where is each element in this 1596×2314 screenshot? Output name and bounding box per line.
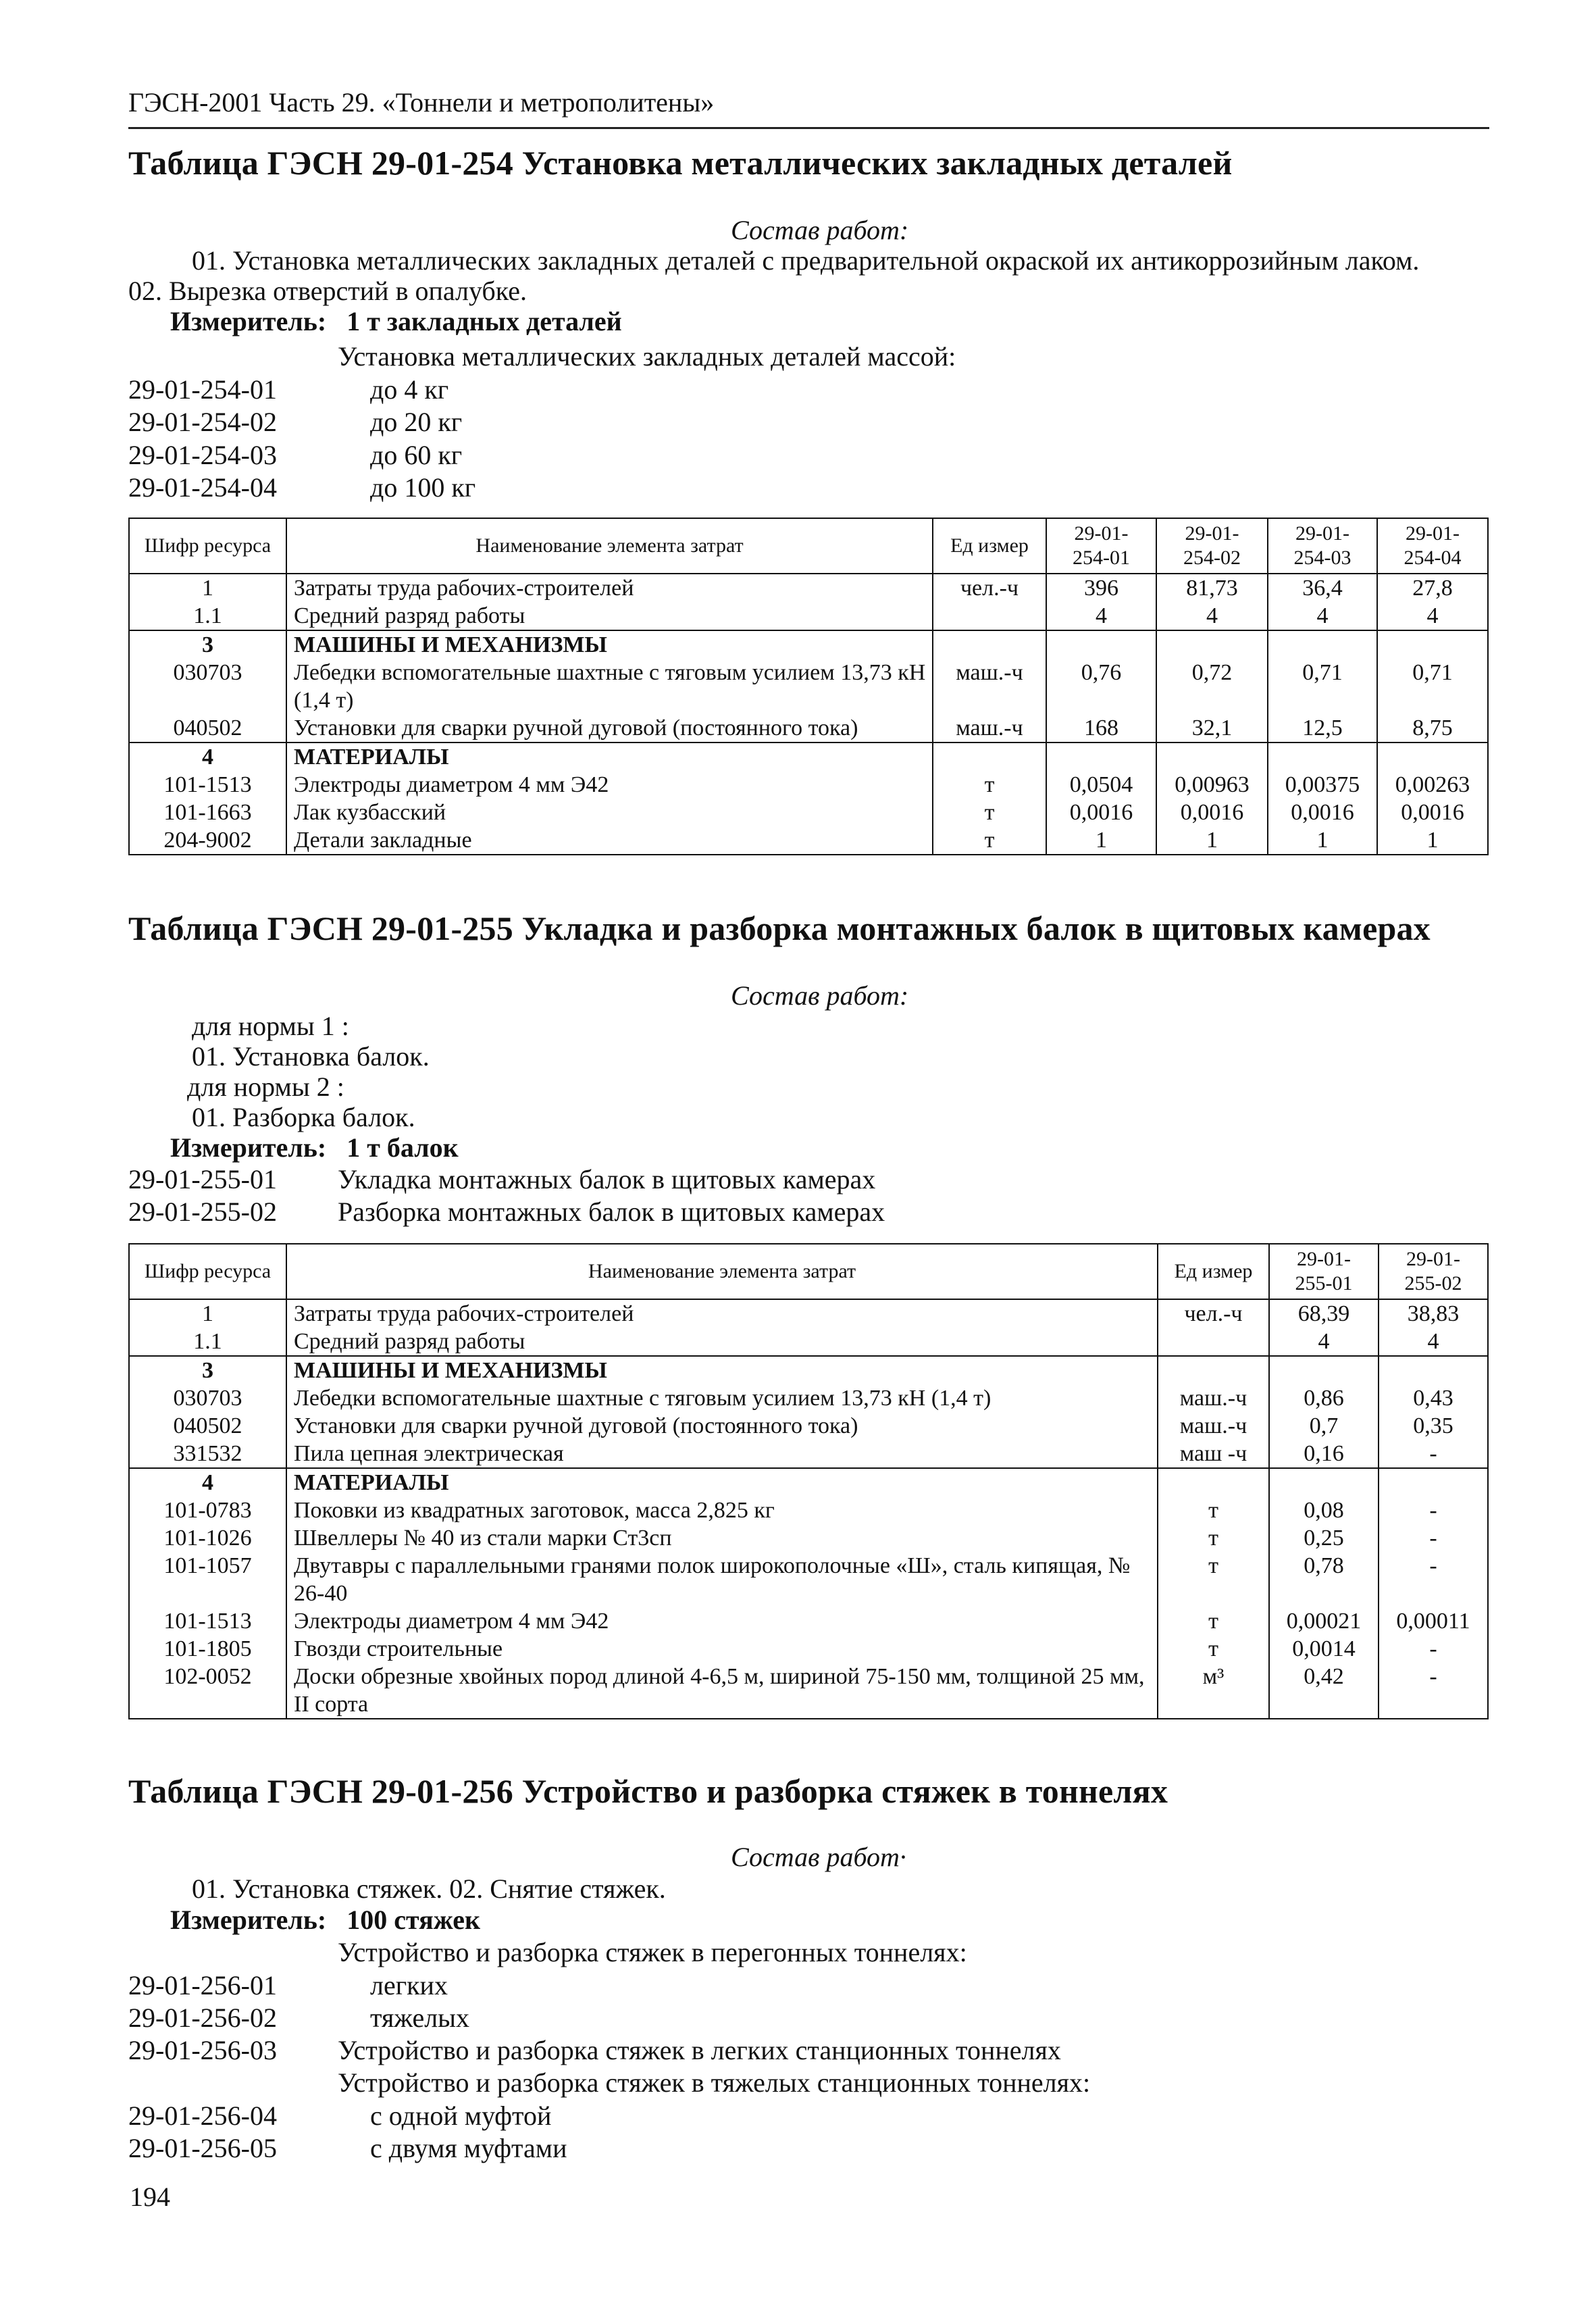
value-cell: 0,00021 bbox=[1269, 1607, 1379, 1635]
value-cell: 396 bbox=[1046, 574, 1156, 602]
resource-name-cell: Установки для сварки ручной дуговой (постоянного тока) bbox=[286, 1412, 1158, 1440]
meter-label: Измеритель: bbox=[170, 1132, 327, 1163]
resource-code-cell: 331532 bbox=[129, 1440, 286, 1468]
value-cell: 1 bbox=[1156, 826, 1268, 855]
value-cell: 0,72 bbox=[1156, 659, 1268, 714]
column-header: Наименование элемента затрат bbox=[286, 1244, 1158, 1299]
norm-code: 29-01-254-03 bbox=[128, 440, 277, 470]
value-cell: 8,75 bbox=[1377, 714, 1488, 743]
value-cell: 1 bbox=[1046, 826, 1156, 855]
resource-name-cell: Затраты труда рабочих-строителей bbox=[286, 1299, 1158, 1328]
value-cell: - bbox=[1379, 1440, 1488, 1468]
value-cell: 0,71 bbox=[1268, 659, 1377, 714]
table-256-work: 01. Установка стяжек. 02. Снятие стяжек. bbox=[192, 1873, 666, 1904]
column-header: Наименование элемента затрат bbox=[286, 518, 933, 574]
table-row bbox=[129, 1607, 1488, 1635]
unit-cell: маш.-ч bbox=[1158, 1384, 1269, 1412]
unit-cell: т bbox=[1158, 1552, 1269, 1607]
norm-code: 29-01-256-01 bbox=[128, 1970, 277, 2001]
running-header: ГЭСН-2001 Часть 29. «Тоннели и метрополитены» bbox=[128, 87, 715, 118]
unit-cell: маш.-ч bbox=[933, 714, 1046, 743]
table-255-norm1-work: 01. Установка балок. bbox=[192, 1041, 430, 1072]
norm-name: до 4 кг bbox=[370, 374, 449, 405]
norm-name: Укладка монтажных балок в щитовых камерах bbox=[338, 1164, 876, 1194]
value-cell bbox=[1377, 743, 1488, 771]
unit-cell: т bbox=[1158, 1635, 1269, 1663]
value-cell: 68,39 bbox=[1269, 1299, 1379, 1328]
value-cell: 4 bbox=[1156, 602, 1268, 630]
unit-cell bbox=[933, 602, 1046, 630]
resource-name-cell: МАТЕРИАЛЫ bbox=[286, 1468, 1158, 1496]
column-header: Ед измер bbox=[933, 518, 1046, 574]
table-255-title: Таблица ГЭСН 29-01-255 Укладка и разборка монтажных балок в щитовых камерах bbox=[128, 909, 1431, 947]
value-cell bbox=[1156, 743, 1268, 771]
header-rule bbox=[128, 127, 1489, 129]
norm-code: 29-01-254-02 bbox=[128, 407, 277, 437]
resource-name-cell: Средний разряд работы bbox=[286, 1328, 1158, 1356]
column-header: Ед измер bbox=[1158, 1244, 1269, 1299]
value-cell: 4 bbox=[1269, 1328, 1379, 1356]
resource-code-cell: 1.1 bbox=[129, 602, 286, 630]
value-cell: 36,4 bbox=[1268, 574, 1377, 602]
resource-name-cell: Лебедки вспомогательные шахтные с тяговым усилием 13,73 кН (1,4 т) bbox=[286, 1384, 1158, 1412]
unit-cell: т bbox=[933, 771, 1046, 799]
table-254-meter bbox=[170, 305, 622, 337]
norm-code: 29-01-255-02 bbox=[128, 1197, 277, 1227]
resource-name-cell: Детали закладные bbox=[286, 826, 933, 855]
table-row bbox=[129, 771, 1488, 799]
table-row bbox=[129, 659, 1488, 714]
value-cell: 4 bbox=[1377, 602, 1488, 630]
table-row bbox=[129, 1635, 1488, 1663]
resource-code-cell: 4 bbox=[129, 1468, 286, 1496]
resource-code-cell: 030703 bbox=[129, 659, 286, 714]
meter-label: Измеритель: bbox=[170, 306, 327, 336]
norm-code: 29-01-254-04 bbox=[128, 472, 277, 503]
unit-cell: маш.-ч bbox=[1158, 1412, 1269, 1440]
table-254 bbox=[128, 518, 1489, 855]
unit-cell: чел.-ч bbox=[1158, 1299, 1269, 1328]
value-cell: 0,78 bbox=[1269, 1552, 1379, 1607]
value-cell: 0,0016 bbox=[1046, 799, 1156, 826]
value-cell: 1 bbox=[1377, 826, 1488, 855]
value-cell bbox=[1379, 1468, 1488, 1496]
resource-code-cell: 101-1663 bbox=[129, 799, 286, 826]
resource-code-cell: 3 bbox=[129, 1356, 286, 1384]
table-255-norm2-work: 01. Разборка балок. bbox=[192, 1102, 415, 1132]
resource-code-cell: 030703 bbox=[129, 1384, 286, 1412]
value-cell bbox=[1156, 630, 1268, 659]
resource-name-cell: Электроды диаметром 4 мм Э42 bbox=[286, 771, 933, 799]
value-cell: 0,00263 bbox=[1377, 771, 1488, 799]
value-cell: 0,7 bbox=[1269, 1412, 1379, 1440]
table-256-meter bbox=[170, 1904, 480, 1936]
value-cell: 38,83 bbox=[1379, 1299, 1488, 1328]
value-cell bbox=[1269, 1468, 1379, 1496]
value-cell: 0,0016 bbox=[1377, 799, 1488, 826]
meter-label: Измеритель: bbox=[170, 1905, 327, 1935]
value-cell: 0,0014 bbox=[1269, 1635, 1379, 1663]
norm-name: Разборка монтажных балок в щитовых камерах bbox=[338, 1197, 885, 1227]
table-row bbox=[129, 630, 1488, 659]
unit-cell bbox=[1158, 1356, 1269, 1384]
table-256-sostav: Состав работ· bbox=[731, 1842, 906, 1872]
unit-cell: маш -ч bbox=[1158, 1440, 1269, 1468]
meter-value: 1 т балок bbox=[346, 1132, 459, 1163]
value-cell bbox=[1268, 630, 1377, 659]
value-cell: 0,42 bbox=[1269, 1663, 1379, 1719]
table-row bbox=[129, 1412, 1488, 1440]
value-cell: 4 bbox=[1046, 602, 1156, 630]
resource-code-cell: 101-1805 bbox=[129, 1635, 286, 1663]
resource-code-cell: 3 bbox=[129, 630, 286, 659]
unit-cell: т bbox=[933, 826, 1046, 855]
resource-code-cell: 101-1513 bbox=[129, 771, 286, 799]
resource-code-cell: 1.1 bbox=[129, 1328, 286, 1356]
norm-name: до 100 кг bbox=[370, 472, 476, 503]
table-row bbox=[129, 1328, 1488, 1356]
unit-cell: т bbox=[1158, 1496, 1269, 1524]
table-row bbox=[129, 1299, 1488, 1328]
table-row bbox=[129, 1468, 1488, 1496]
resource-name-cell: Доски обрезные хвойных пород длиной 4-6,5 м, шириной 75-150 мм, толщиной 25 мм, II сорта bbox=[286, 1663, 1158, 1719]
unit-cell bbox=[933, 630, 1046, 659]
table-255-norm2-label: для нормы 2 : bbox=[187, 1072, 344, 1102]
value-cell: 0,0016 bbox=[1156, 799, 1268, 826]
unit-cell bbox=[1158, 1468, 1269, 1496]
resource-name-cell: Затраты труда рабочих-строителей bbox=[286, 574, 933, 602]
table-row bbox=[129, 1440, 1488, 1468]
resource-code-cell: 040502 bbox=[129, 1412, 286, 1440]
value-cell bbox=[1268, 743, 1377, 771]
column-header: Шифр ресурса bbox=[129, 518, 286, 574]
value-cell: 0,08 bbox=[1269, 1496, 1379, 1524]
table-256-caption-1: Устройство и разборка стяжек в перегонных тоннелях: bbox=[338, 1937, 967, 1967]
value-cell: 0,35 bbox=[1379, 1412, 1488, 1440]
value-cell: 0,00963 bbox=[1156, 771, 1268, 799]
resource-code-cell: 102-0052 bbox=[129, 1663, 286, 1719]
table-row bbox=[129, 1384, 1488, 1412]
table-row bbox=[129, 1496, 1488, 1524]
value-cell bbox=[1046, 743, 1156, 771]
resource-name-cell: Электроды диаметром 4 мм Э42 bbox=[286, 1607, 1158, 1635]
table-255-norm1-label: для нормы 1 : bbox=[192, 1011, 349, 1041]
resource-name-cell: Гвозди строительные bbox=[286, 1635, 1158, 1663]
value-cell: - bbox=[1379, 1663, 1488, 1719]
table-row bbox=[129, 714, 1488, 743]
resource-name-cell: МАТЕРИАЛЫ bbox=[286, 743, 933, 771]
norm-code: 29-01-256-03 bbox=[128, 2035, 277, 2065]
unit-cell: маш.-ч bbox=[933, 659, 1046, 714]
value-cell bbox=[1269, 1356, 1379, 1384]
value-cell: 4 bbox=[1379, 1328, 1488, 1356]
meter-value: 100 стяжек bbox=[346, 1905, 481, 1935]
norm-code: 29-01-255-01 bbox=[128, 1164, 277, 1194]
resource-name-cell: Пила цепная электрическая bbox=[286, 1440, 1158, 1468]
resource-name-cell: МАШИНЫ И МЕХАНИЗМЫ bbox=[286, 1356, 1158, 1384]
column-header: 29-01- 255-02 bbox=[1379, 1244, 1488, 1299]
resource-name-cell: Двутавры с параллельными гранями полок широкополочные «Ш», сталь кипящая, № 26-40 bbox=[286, 1552, 1158, 1607]
resource-name-cell: Средний разряд работы bbox=[286, 602, 933, 630]
table-row bbox=[129, 1524, 1488, 1552]
value-cell: 0,0016 bbox=[1268, 799, 1377, 826]
value-cell: 12,5 bbox=[1268, 714, 1377, 743]
value-cell: 0,0504 bbox=[1046, 771, 1156, 799]
unit-cell: м³ bbox=[1158, 1663, 1269, 1719]
unit-cell: т bbox=[933, 799, 1046, 826]
table-header-row bbox=[129, 518, 1488, 574]
norm-name: Устройство и разборка стяжек в легких станционных тоннелях bbox=[338, 2035, 1061, 2065]
resource-code-cell: 040502 bbox=[129, 714, 286, 743]
norm-code: 29-01-256-02 bbox=[128, 2003, 277, 2033]
resource-code-cell: 101-1513 bbox=[129, 1607, 286, 1635]
unit-cell: т bbox=[1158, 1524, 1269, 1552]
value-cell bbox=[1379, 1356, 1488, 1384]
value-cell bbox=[1377, 630, 1488, 659]
unit-cell: т bbox=[1158, 1607, 1269, 1635]
norm-code: 29-01-256-05 bbox=[128, 2133, 277, 2163]
column-header: 29-01- 254-02 bbox=[1156, 518, 1268, 574]
resource-code-cell: 4 bbox=[129, 743, 286, 771]
resource-name-cell: МАШИНЫ И МЕХАНИЗМЫ bbox=[286, 630, 933, 659]
resource-name-cell: Лебедки вспомогательные шахтные с тяговым усилием 13,73 кН (1,4 т) bbox=[286, 659, 933, 714]
value-cell: 0,43 bbox=[1379, 1384, 1488, 1412]
norm-name: с одной муфтой bbox=[370, 2101, 552, 2131]
table-header-row bbox=[129, 1244, 1488, 1299]
resource-name-cell: Швеллеры № 40 из стали марки Ст3сп bbox=[286, 1524, 1158, 1552]
value-cell: 0,16 bbox=[1269, 1440, 1379, 1468]
value-cell: 0,76 bbox=[1046, 659, 1156, 714]
table-row bbox=[129, 1356, 1488, 1384]
table-row bbox=[129, 602, 1488, 630]
norm-code: 29-01-256-04 bbox=[128, 2101, 277, 2131]
column-header: 29-01- 254-01 bbox=[1046, 518, 1156, 574]
norm-name: до 60 кг bbox=[370, 440, 463, 470]
table-256-title: Таблица ГЭСН 29-01-256 Устройство и разборка стяжек в тоннелях bbox=[128, 1772, 1168, 1810]
value-cell: - bbox=[1379, 1496, 1488, 1524]
value-cell bbox=[1046, 630, 1156, 659]
value-cell: 0,86 bbox=[1269, 1384, 1379, 1412]
value-cell: - bbox=[1379, 1524, 1488, 1552]
table-255-sostav: Состав работ: bbox=[731, 980, 909, 1011]
unit-cell bbox=[1158, 1328, 1269, 1356]
resource-code-cell: 101-1026 bbox=[129, 1524, 286, 1552]
value-cell: 4 bbox=[1268, 602, 1377, 630]
unit-cell: чел.-ч bbox=[933, 574, 1046, 602]
column-header: 29-01- 255-01 bbox=[1269, 1244, 1379, 1299]
table-row bbox=[129, 799, 1488, 826]
unit-cell bbox=[933, 743, 1046, 771]
resource-code-cell: 1 bbox=[129, 1299, 286, 1328]
table-254-group-caption: Установка металлических закладных деталей массой: bbox=[338, 341, 956, 372]
value-cell: 27,8 bbox=[1377, 574, 1488, 602]
resource-code-cell: 1 bbox=[129, 574, 286, 602]
table-256-caption-2: Устройство и разборка стяжек в тяжелых станционных тоннелях: bbox=[338, 2067, 1091, 2098]
resource-code-cell: 101-0783 bbox=[129, 1496, 286, 1524]
table-row bbox=[129, 574, 1488, 602]
resource-name-cell: Установки для сварки ручной дуговой (постоянного тока) bbox=[286, 714, 933, 743]
table-255-meter bbox=[170, 1132, 459, 1163]
norm-name: до 20 кг bbox=[370, 407, 463, 437]
table-254-work-2: 02. Вырезка отверстий в опалубке. bbox=[128, 276, 527, 306]
table-row bbox=[129, 743, 1488, 771]
value-cell: - bbox=[1379, 1552, 1488, 1607]
resource-name-cell: Поковки из квадратных заготовок, масса 2,825 кг bbox=[286, 1496, 1158, 1524]
value-cell: 0,71 bbox=[1377, 659, 1488, 714]
value-cell: 0,00011 bbox=[1379, 1607, 1488, 1635]
column-header: Шифр ресурса bbox=[129, 1244, 286, 1299]
resource-code-cell: 204-9002 bbox=[129, 826, 286, 855]
value-cell: 32,1 bbox=[1156, 714, 1268, 743]
norm-name: легких bbox=[370, 1970, 448, 2001]
table-255 bbox=[128, 1243, 1489, 1719]
value-cell: 168 bbox=[1046, 714, 1156, 743]
page-number: 194 bbox=[130, 2182, 170, 2212]
table-row bbox=[129, 826, 1488, 855]
value-cell: - bbox=[1379, 1635, 1488, 1663]
column-header: 29-01- 254-04 bbox=[1377, 518, 1488, 574]
norm-code: 29-01-254-01 bbox=[128, 374, 277, 405]
value-cell: 81,73 bbox=[1156, 574, 1268, 602]
meter-value: 1 т закладных деталей bbox=[346, 306, 622, 336]
resource-name-cell: Лак кузбасский bbox=[286, 799, 933, 826]
value-cell: 0,25 bbox=[1269, 1524, 1379, 1552]
norm-name: тяжелых bbox=[370, 2003, 470, 2033]
table-254-sostav: Состав работ: bbox=[731, 215, 909, 245]
value-cell: 0,00375 bbox=[1268, 771, 1377, 799]
table-row bbox=[129, 1552, 1488, 1607]
column-header: 29-01- 254-03 bbox=[1268, 518, 1377, 574]
table-254-work-1: 01. Установка металлических закладных деталей с предварительной окраской их антикоррозийным лаком. bbox=[192, 245, 1420, 276]
table-254-title: Таблица ГЭСН 29-01-254 Установка металлических закладных деталей bbox=[128, 144, 1233, 182]
table-row bbox=[129, 1663, 1488, 1719]
value-cell: 1 bbox=[1268, 826, 1377, 855]
norm-name: с двумя муфтами bbox=[370, 2133, 567, 2163]
resource-code-cell: 101-1057 bbox=[129, 1552, 286, 1607]
